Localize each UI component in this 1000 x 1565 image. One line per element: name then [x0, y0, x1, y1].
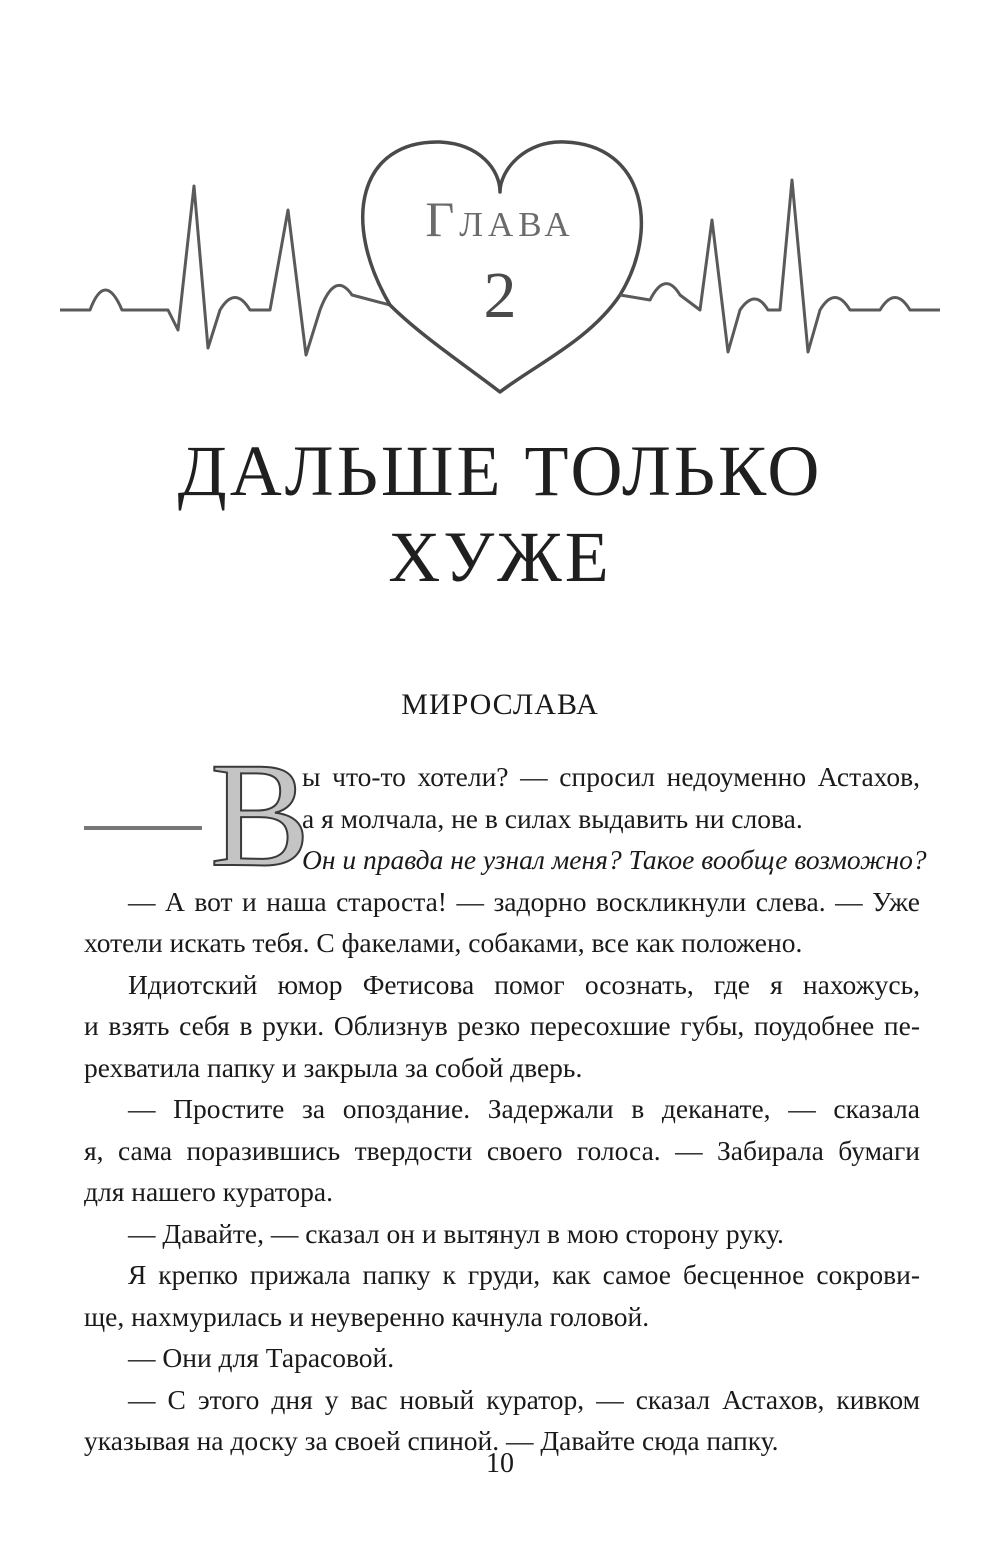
text-line: — А вот и наша староста! — задорно воскликнули слева. — Уже [128, 885, 920, 917]
drop-cap-letter: В [210, 732, 311, 898]
text-line: для нашего куратора. [84, 1176, 333, 1207]
pov-heading: МИРОСЛАВА [401, 688, 599, 721]
chapter-label: Глава [425, 191, 575, 247]
page-number: 10 [486, 1448, 514, 1479]
text-line: а я молчала, не в силах выдавить ни слова. [302, 802, 803, 834]
text-line-italic: Он и правда не узнал меня? Такое вообще возможно? [302, 844, 927, 875]
text-line: хотели искать тебя. С факелами, собаками, все как положено. [84, 927, 803, 958]
body-text [84, 756, 927, 1462]
text-line: Идиотский юмор Фетисова помог осознать, где я нахожусь, [128, 968, 920, 1000]
text-line: — Давайте, — сказал он и вытянул в мою сторону руку. [128, 1217, 784, 1249]
text-line: и взять себя в руки. Облизнув резко пересохшие губы, поудобнее пе- [84, 1010, 920, 1041]
text-line: — С этого дня у вас новый куратор, — сказал Астахов, кивком [128, 1383, 920, 1415]
text-line: рехватила папку и закрыла за собой дверь. [84, 1051, 583, 1083]
chapter-title-line-2: ХУЖЕ [388, 517, 612, 597]
chapter-title [100, 428, 900, 600]
text-line: — Они для Тарасовой. [128, 1342, 395, 1373]
chapter-number: 2 [483, 259, 517, 332]
chapter-title-line-1: ДАЛЬШЕ ТОЛЬКО [177, 431, 823, 511]
text-line: Я крепко прижала папку к груди, как самое бесценное сокрови- [128, 1259, 920, 1290]
text-line: указывая на доску за своей спиной. — Давайте сюда папку. [84, 1425, 779, 1456]
text-line: — Простите за опоздание. Задержали в деканате, — сказала [128, 1093, 920, 1124]
text-line: я, сама поразившись твердости своего голоса. — Забирала бумаги [84, 1134, 920, 1166]
text-line: ще, нахмурилась и неуверенно качнула головой. [84, 1300, 650, 1332]
text-line: ы что-то хотели? — спросил недоуменно Астахов, [302, 761, 920, 792]
